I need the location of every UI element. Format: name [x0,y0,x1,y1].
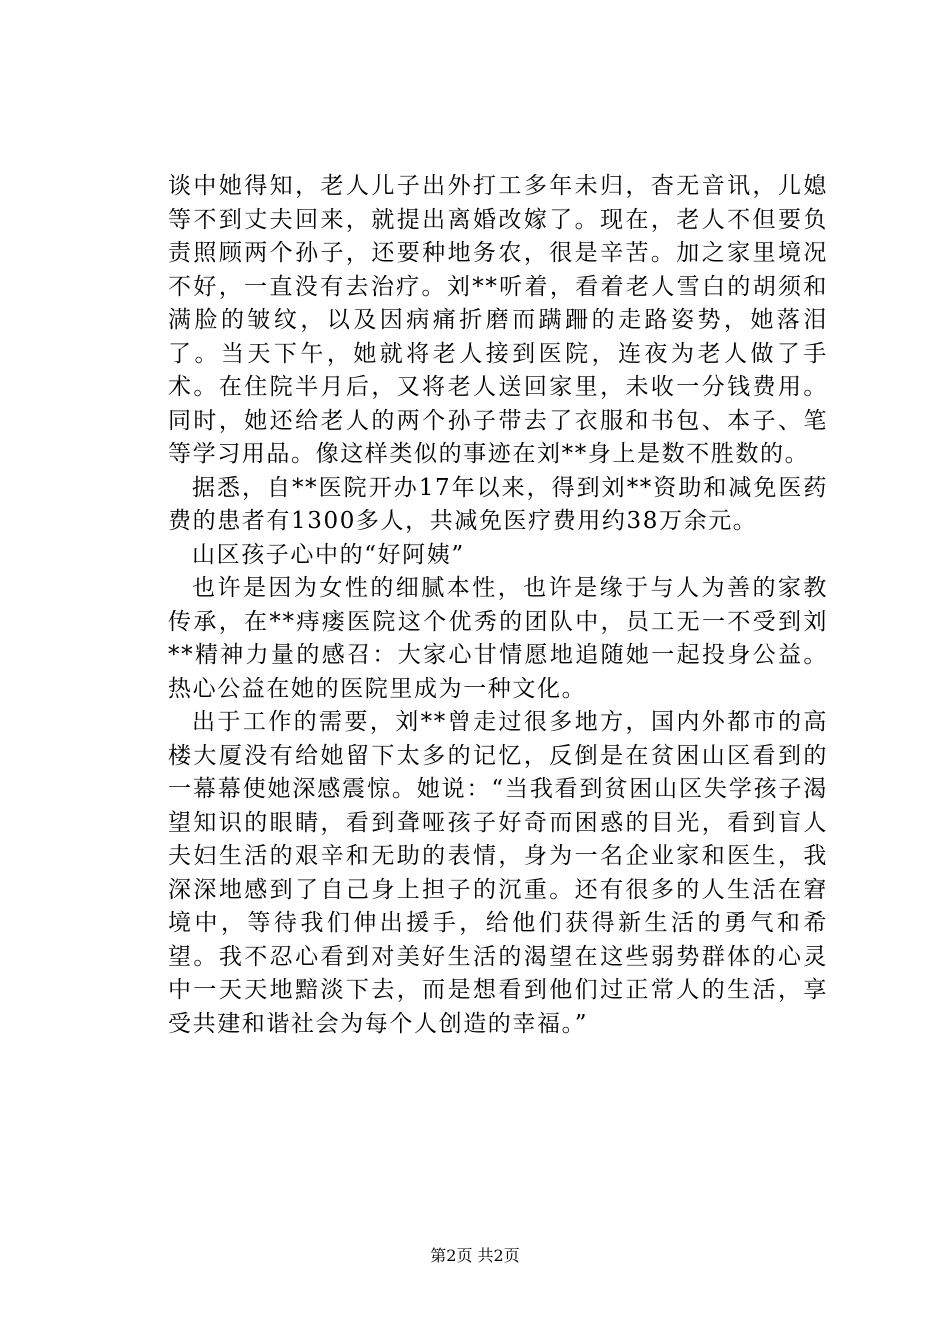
paragraph-culture: 也许是因为女性的细腻本性，也许是缘于与人为善的家教传承，在**痔瘘医院这个优秀的团队中，员工无一不受到刘**精神力量的感召：大家心甘情愿地追随她一起投身公益。热心公益在她的医院里成为一种文化。 [168,575,828,702]
paragraph-continuation: 谈中她得知，老人儿子出外打工多年未归，杳无音讯，儿媳等不到丈夫回来，就提出离婚改嫁了。现在，老人不但要负责照顾两个孙子，还要种地务农，很是辛苦。加之家里境况不好，一直没有去治疗。刘**听着，看着老人雪白的胡须和满脸的皱纹，以及因病痛折磨而蹒跚的走路姿势，她落泪了。当天下午，她就将老人接到医院，连夜为老人做了手术。在住院半月后，又将老人送回家里，未收一分钱费用。同时，她还给老人的两个孙子带去了衣服和书包、本子、笔等学习用品。像这样类似的事迹在刘**身上是数不胜数的。 [168,173,828,467]
paragraph-statistics: 据悉，自**医院开办17年以来，得到刘**资助和减免医药费的患者有1300多人，共减免医疗费用约38万余元。 [168,474,828,534]
document-body [168,170,828,1041]
page-footer: 第2页 共2页 [430,1246,520,1265]
paragraph-quote: 出于工作的需要，刘**曾走过很多地方，国内外都市的高楼大厦没有给她留下太多的记忆，反倒是在贫困山区看到的一幕幕使她深感震惊。她说：“当我看到贫困山区失学孩子渴望知识的眼睛，看到聋哑孩子好奇而困惑的目光，看到盲人夫妇生活的艰辛和无助的表情，身为一名企业家和医生，我深深地感到了自己身上担子的沉重。还有很多的人生活在窘境中，等待我们伸出援手，给他们获得新生活的勇气和希望。我不忍心看到对美好生活的渴望在这些弱势群体的心灵中一天天地黯淡下去，而是想看到他们过正常人的生活，享受共建和谐社会为每个人创造的幸福。” [168,709,828,1037]
section-heading: 山区孩子心中的“好阿姨” [192,541,465,568]
